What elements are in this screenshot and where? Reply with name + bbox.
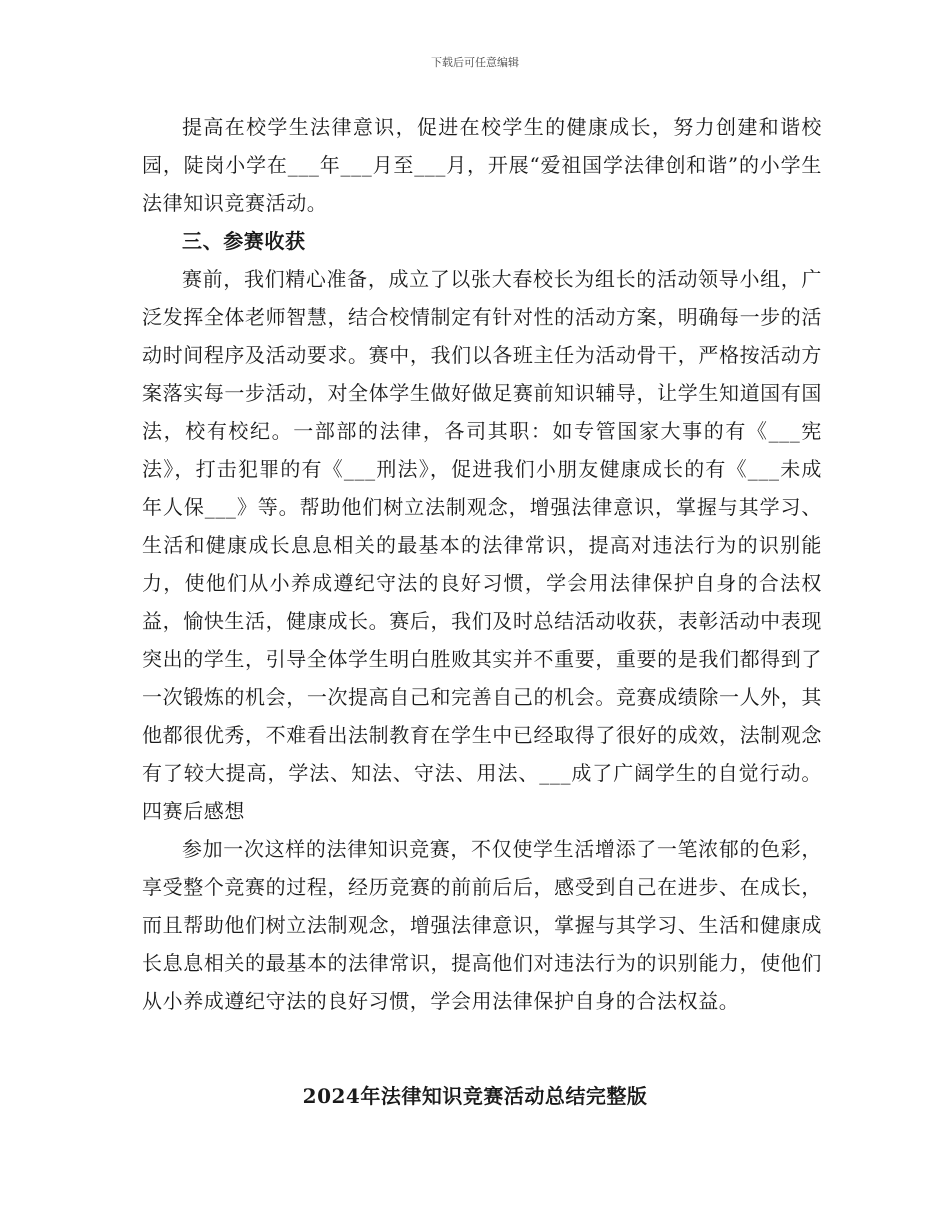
page-header: 下载后可任意编辑: [431, 56, 519, 69]
section-heading-3: 三、参赛收获: [182, 229, 306, 253]
paragraph-harvest: 赛前，我们精心准备，成立了以张大春校长为组长的活动领导小组，广泛发挥全体老师智慧，结合校情制定有针对性的活动方案，明确每一步的活动时间程序及活动要求。赛中，我们以各班主任为活动骨干，严格按活动方案落实每一步活动，对全体学生做好做足赛前知识辅导，让学生知道国有国法，校有校纪。一部部的法律，各司其职：如专管国家大事的有《___宪法》，打击犯罪的有《___刑法》，促进我们小朋友健康成长的有《___未成年人保___》等。帮助他们树立法制观念，增强法律意识，掌握与其学习、生活和健康成长息息相关的最基本的法律常识，提高对违法行为的识别能力，使他们从小养成遵纪守法的良好习惯，学会用法律保护自身的合法权益，愉快生活，健康成长。赛后，我们及时总结活动收获，表彰活动中表现突出的学生，引导全体学生明白胜败其实并不重要，重要的是我们都得到了一次锻炼的机会，一次提高自己和完善自己的机会。竞赛成绩除一人外，其他都很优秀，不难看出法制教育在学生中已经取得了很好的成效，法制观念有了较大提高，学法、知法、守法、用法、___成了广阔学生的自觉行动。四赛后感想: [142, 267, 822, 823]
paragraph-intro: 提高在校学生法律意识，促进在校学生的健康成长，努力创建和谐校园，陡岗小学在___年___月至___月，开展“爱祖国学法律创和谐”的小学生法律知识竞赛活动。: [142, 115, 822, 215]
document-title: 2024年法律知识竞赛活动总结完整版: [302, 1084, 648, 1108]
paragraph-reflection: 参加一次这样的法律知识竞赛，不仅使学生活增添了一笔浓郁的色彩，享受整个竞赛的过程，经历竞赛的前前后后，感受到自己在进步、在成长，而且帮助他们树立法制观念，增强法律意识，掌握与其学习、生活和健康成长息息相关的最基本的法律常识，提高他们对违法行为的识别能力，使他们从小养成遵纪守法的良好习惯，学会用法律保护自身的合法权益。: [142, 837, 822, 1013]
document-body: [142, 108, 822, 1020]
